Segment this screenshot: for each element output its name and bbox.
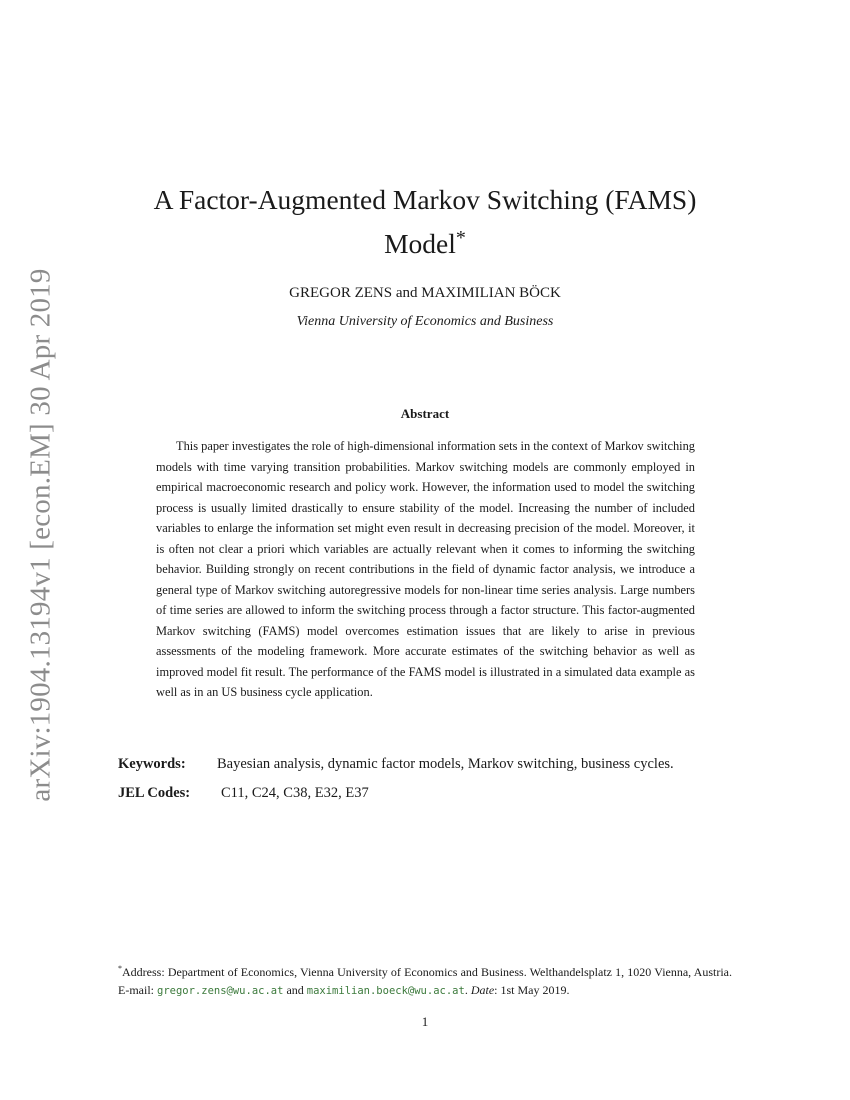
date-label: Date [470, 983, 495, 997]
footnote-address: Address: Department of Economics, Vienna University of Economics and Business. Welthandelsplatz 1, 1020 Vienna, Austria. E-mail: [118, 965, 732, 997]
jel-value: C11, C24, C38, E32, E37 [221, 785, 369, 801]
authors: GREGOR ZENS and MAXIMILIAN BÖCK [289, 285, 561, 301]
title-line-2-text: Model [384, 228, 456, 259]
paper-title [0, 181, 850, 263]
footnote-period: . [464, 983, 471, 997]
keywords-value: Bayesian analysis, dynamic factor models, Markov switching, business cycles. [217, 756, 674, 772]
footnote [118, 960, 732, 1000]
title-line-1: A Factor-Augmented Markov Switching (FAMS) [153, 184, 697, 215]
affiliation: Vienna University of Economics and Business [296, 314, 554, 329]
arxiv-stamp: arXiv:1904.13194v1 [econ.EM] 30 Apr 2019 [24, 268, 57, 802]
jel-label: JEL Codes: [118, 785, 191, 801]
title-line-2 [0, 219, 850, 263]
email-link-zens[interactable]: gregor.zens@wu.ac.at [157, 985, 284, 997]
abstract-body: This paper investigates the role of high-dimensional information sets in the context of Markov switching models with time varying transition probabilities. Markov switching models are commonly employed in empirical macroeconomic research and policy work. However, the information used to model the switching process is usually limited drastically to ensure stability of the model. Increasing the number of included variables to enlarge the information set might even result in decreasing precision of the model. Moreover, it is often not clear a priori which variables are actually relevant when it comes to informing the switching behavior. Building strongly on recent contributions in the field of dynamic factor analysis, we introduce a general type of Markov switching autoregressive models for non-linear time series analysis. Large numbers of time series are allowed to inform the switching process through a factor structure. This factor-augmented Markov switching (FAMS) model overcomes estimation issues that are likely to arise in previous assessments of the modeling framework. More accurate estimates of the switching behavior as well as improved model fit result. The performance of the FAMS model is illustrated in a simulated data example as well as in an US business cycle application. [156, 439, 695, 699]
title-footnote-marker: * [455, 227, 466, 249]
page-number: 1 [421, 1014, 429, 1029]
footnote-and: and [283, 983, 307, 997]
date-value: : 1st May 2019. [494, 983, 570, 997]
email-link-boeck[interactable]: maximilian.boeck@wu.ac.at [306, 985, 465, 997]
keywords-label: Keywords: [118, 756, 186, 772]
footnote-marker: * [118, 964, 122, 973]
abstract-heading: Abstract [400, 406, 450, 421]
